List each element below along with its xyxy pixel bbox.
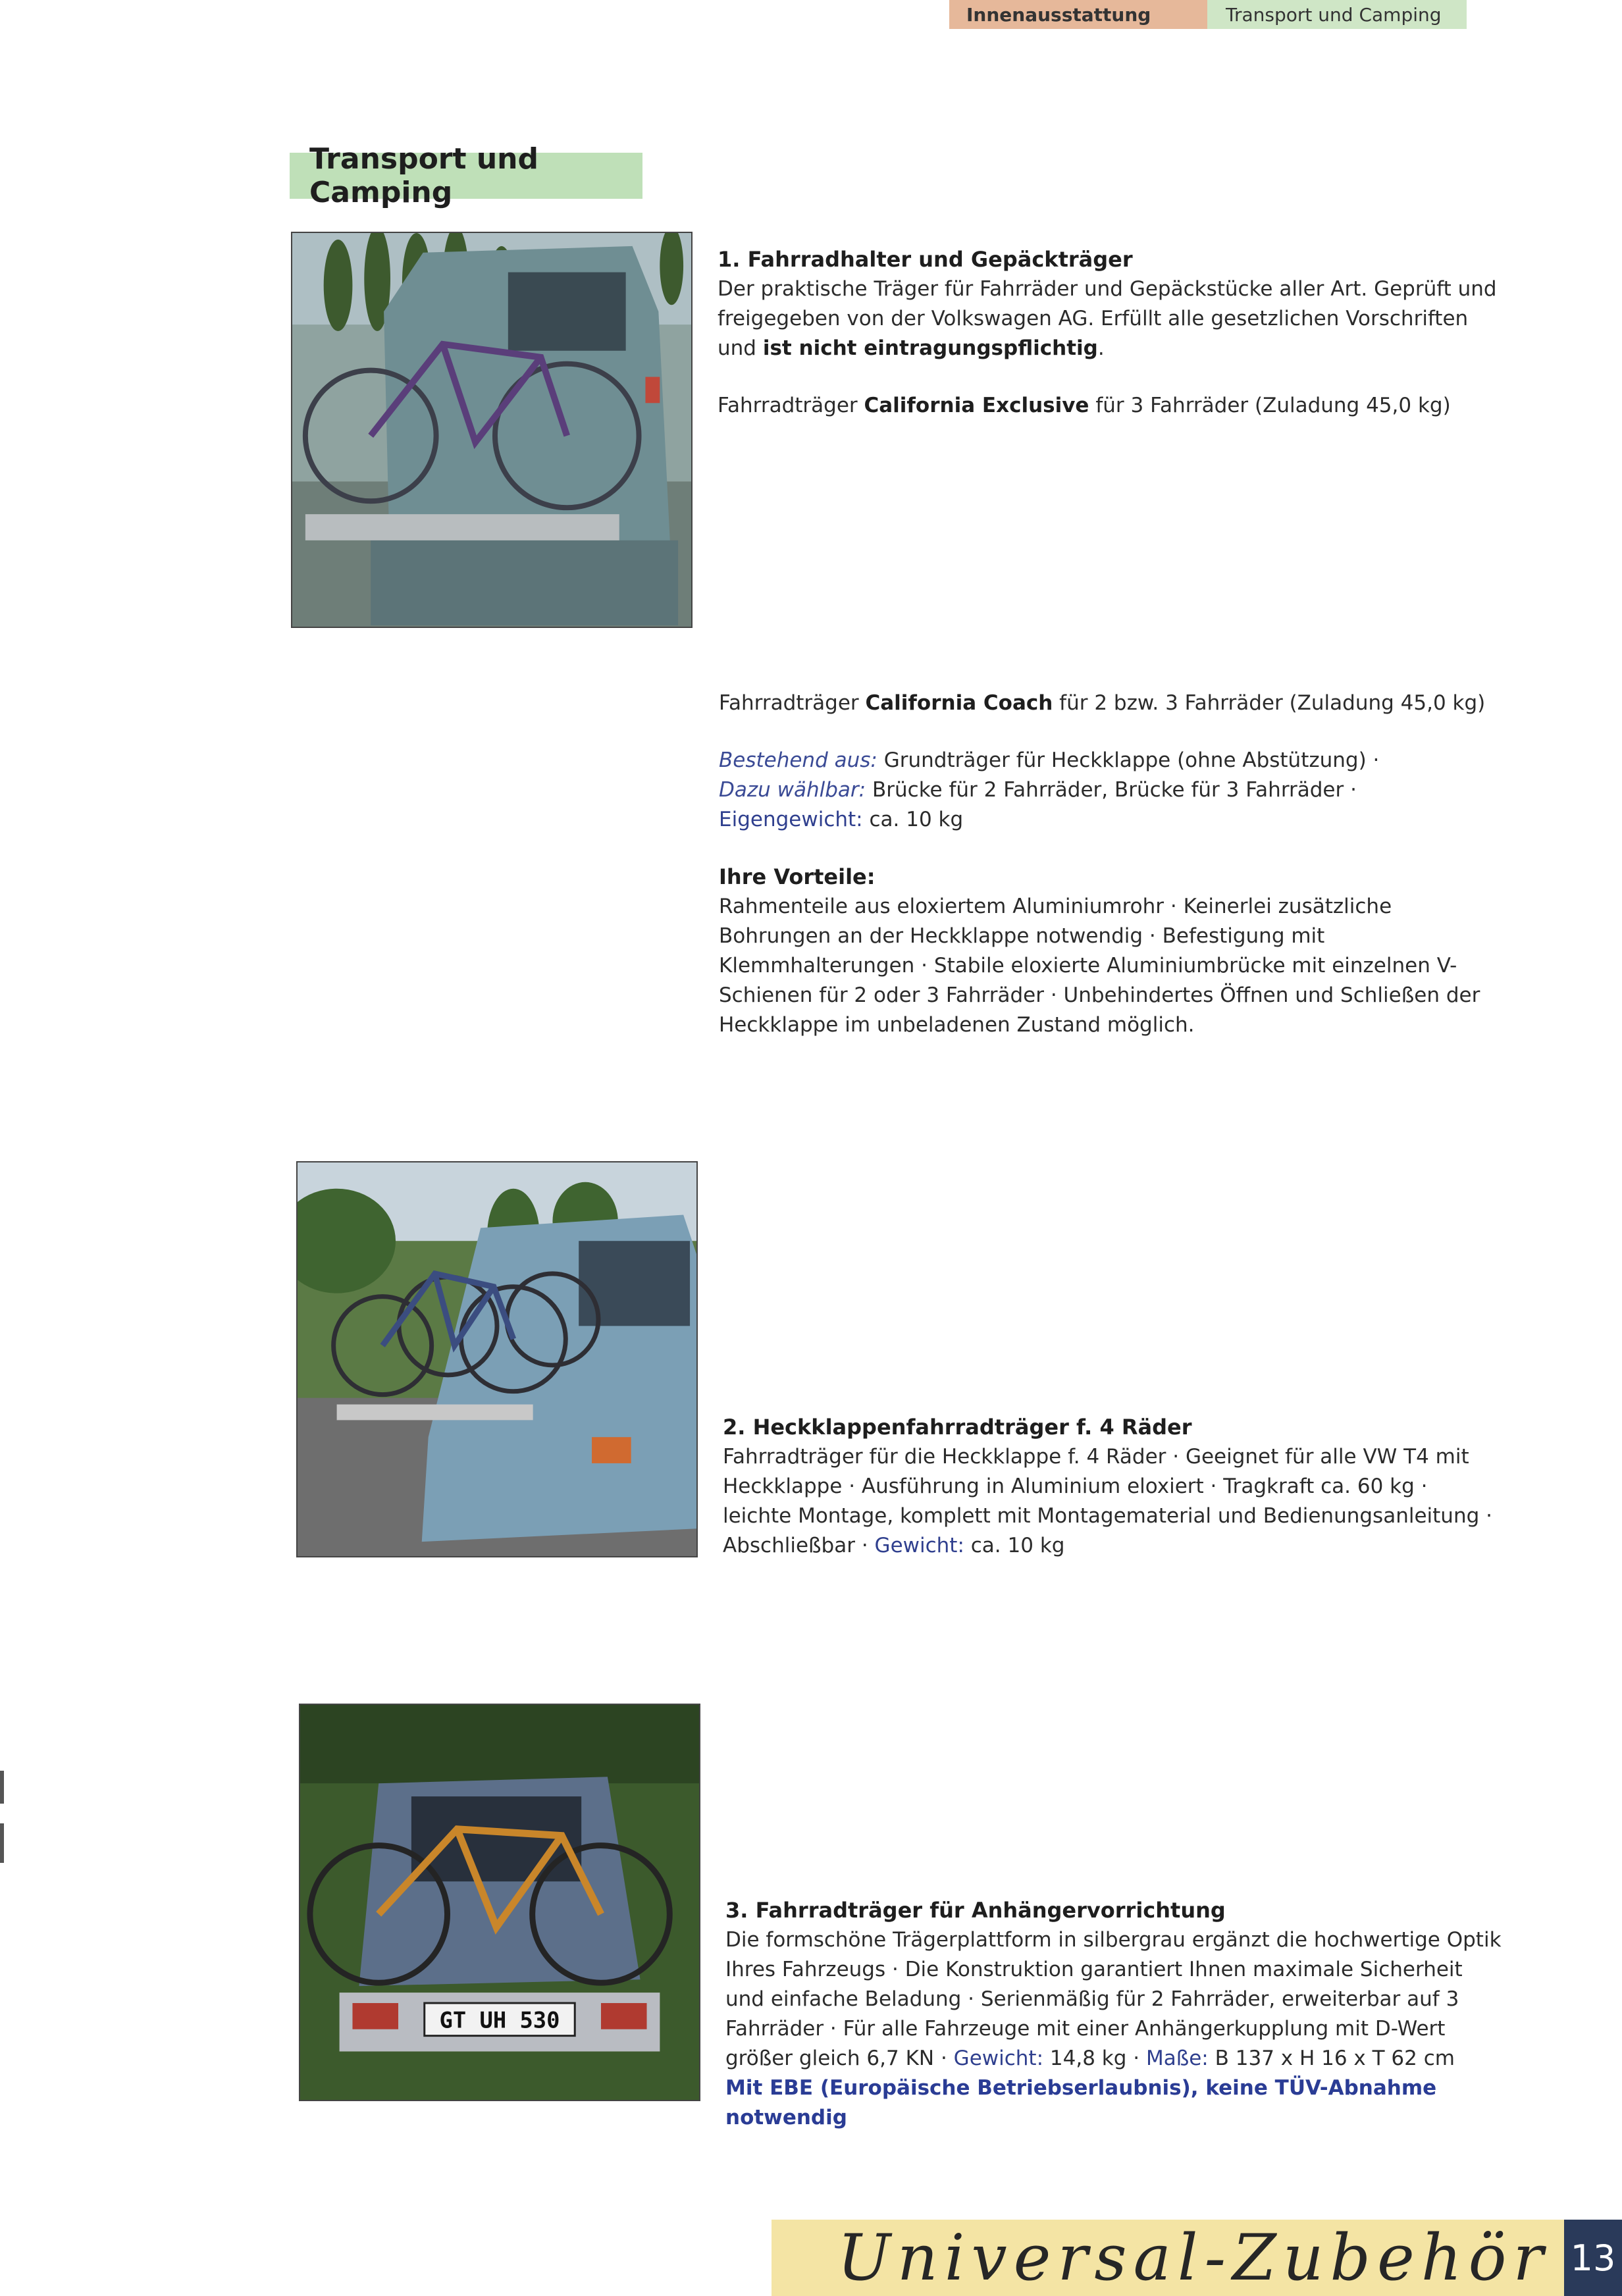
weight-value: ca. 10 kg [869, 808, 964, 831]
exclusive-pre: Fahrradträger [718, 394, 858, 417]
coach-post: für 2 bzw. 3 Fahrräder (Zuladung 45,0 kg) [1059, 691, 1486, 715]
advantages-title: Ihre Vorteile: [719, 864, 876, 889]
item1-consists [719, 746, 1509, 775]
item3-dims-label: Maße: [1145, 2047, 1209, 2070]
item3-desc: Die formschöne Trägerplattform in silbergrau ergänzt die hochwertige Optik Ihres Fahrzeugs · Die Konstruktion garantiert Ihnen maximale Sicherheit und einfache Beladung · Serienmäßig für 2 Fahrräder, erweiterbar auf 3 Fahrräder · Für alle Fahrzeuge mit einer Anhängerkupplung mit D-Wert größer gleich 6,7 KN · [725, 1928, 1502, 2070]
footer-title: Universal-Zubehör [772, 2220, 1564, 2296]
photo-hitch-bike-carrier [299, 1704, 700, 2101]
item1-coach [719, 689, 1509, 718]
page-number: 13 [1564, 2220, 1622, 2296]
photo-bike-rack-rear-door [291, 232, 693, 628]
exclusive-post: für 3 Fahrräder (Zuladung 45,0 kg) [1095, 394, 1451, 417]
item3-description [725, 1925, 1502, 2074]
item3-weight-label: Gewicht: [953, 2047, 1044, 2070]
item2-description [723, 1442, 1500, 1561]
advantages-text: Rahmenteile aus eloxiertem Aluminiumrohr · Keinerlei zusätzliche Bohrungen an der Heckklappe notwendig · Befestigung mit Klemmhalterungen · Stabile eloxierte Aluminiumbrücke mit einzelnen V-Schienen für 2 oder 3 Fahrräder · Unbehindertes Öffnen und Schließen der Heckklappe im unbeladenen Zustand möglich. [719, 895, 1480, 1037]
item2-text [723, 1413, 1500, 1561]
license-plate: GT UH 530 [439, 2007, 560, 2033]
tab-transport-und-camping[interactable]: Transport und Camping [1207, 0, 1467, 29]
item3-dims-value: B 137 x H 16 x T 62 cm [1215, 2047, 1455, 2070]
item1-exclusive [718, 391, 1507, 421]
tab-innenausstattung[interactable]: Innenausstattung [949, 0, 1207, 29]
item1-coach-text [719, 689, 1509, 1040]
item1-desc-a: Der praktische Träger für Fahrräder und Gepäckstücke aller Art. Geprüft und freigegeben von der Volkswagen AG. Erfüllt alle gesetzlichen Vorschriften und [718, 277, 1497, 360]
optional-label: Dazu wählbar: [719, 778, 866, 802]
consists-label: Bestehend aus: [719, 748, 877, 772]
item1-weight [719, 805, 1509, 835]
item3-approval: Mit EBE (Europäische Betriebserlaubnis), keine TÜV-Abnahme notwendig [725, 2076, 1437, 2129]
section-title: Transport und Camping [290, 153, 642, 199]
item1-heading: 1. Fahrradhalter und Gepäckträger [718, 247, 1133, 272]
item1-text [718, 245, 1507, 421]
item2-weight-value: ca. 10 kg [970, 1534, 1065, 1557]
item2-desc: Fahrradträger für die Heckklappe f. 4 Räder · Geeignet für alle VW T4 mit Heckklappe · Ausführung in Aluminium eloxiert · Tragkraft ca. 60 kg · leichte Montage, komplett mit Montagematerial und Bedienungsanleitung · Abschließbar · [723, 1445, 1492, 1557]
item3-text [725, 1896, 1502, 2133]
item3-heading: 3. Fahrradträger für Anhängervorrichtung [725, 1898, 1226, 1923]
coach-pre: Fahrradträger [719, 691, 859, 715]
consists-value: Grundträger für Heckklappe (ohne Abstützung) · [883, 748, 1380, 772]
item3-weight-value: 14,8 kg · [1049, 2047, 1140, 2070]
item1-optional [719, 775, 1509, 805]
coach-name: California Coach [865, 691, 1053, 715]
optional-value: Brücke für 2 Fahrräder, Brücke für 3 Fahrräder · [872, 778, 1357, 802]
exclusive-name: California Exclusive [864, 394, 1089, 417]
item2-weight-label: Gewicht: [874, 1534, 964, 1557]
item1-description [718, 274, 1507, 363]
item2-heading: 2. Heckklappenfahrradträger f. 4 Räder [723, 1415, 1192, 1440]
item1-desc-bold: ist nicht eintragungspflichtig [762, 336, 1098, 360]
weight-label: Eigengewicht: [719, 808, 863, 831]
margin-mark [0, 1823, 4, 1863]
margin-mark [0, 1771, 4, 1804]
item1-desc-end: . [1097, 336, 1105, 360]
photo-tailgate-4-bike-rack [296, 1161, 698, 1557]
